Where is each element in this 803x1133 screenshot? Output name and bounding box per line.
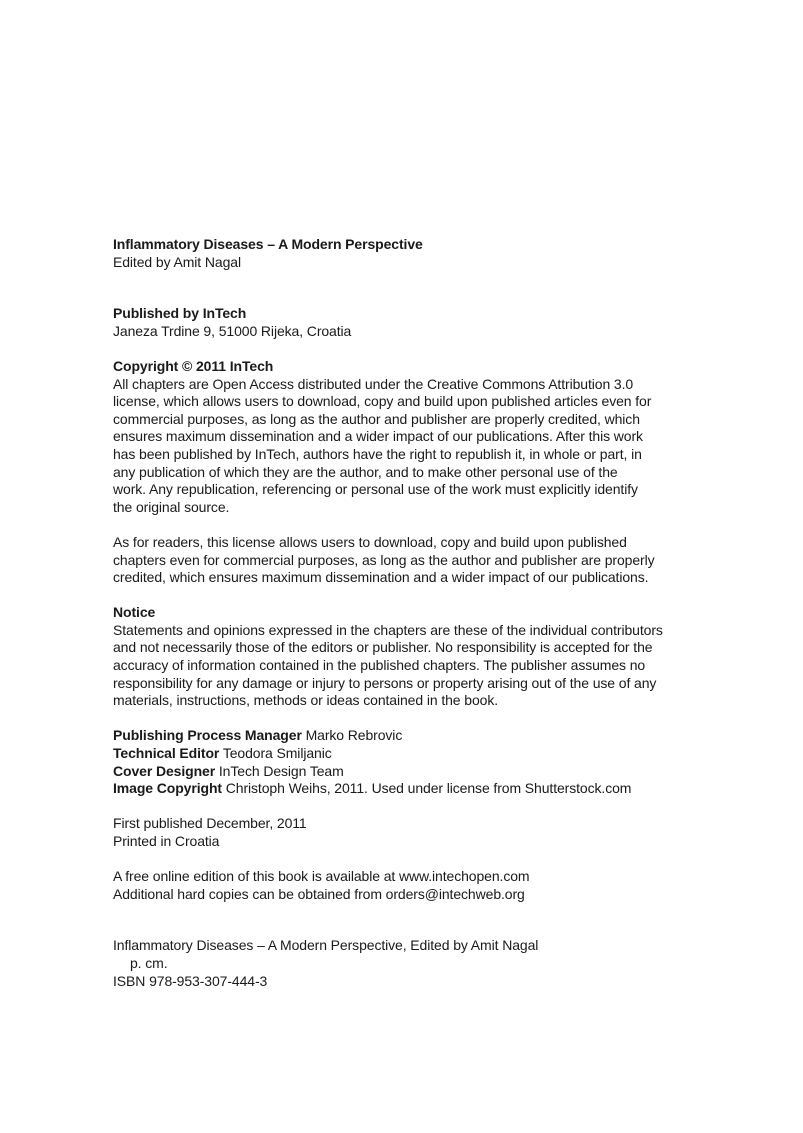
credit-role: Publishing Process Manager (113, 727, 302, 744)
catalog-pages: p. cm. (130, 954, 168, 971)
notice-heading: Notice (113, 604, 156, 621)
catalog-citation: Inflammatory Diseases – A Modern Perspective, Edited by Amit Nagal (113, 937, 539, 954)
copyright-line: commercial purposes, as long as the author and publisher are properly credited, which (113, 410, 640, 427)
notice-block (113, 604, 713, 710)
readers-line: chapters even for commercial purposes, as long as the author and publisher are properly (113, 551, 655, 568)
credits-block (113, 727, 713, 797)
publisher-heading: Published by InTech (113, 305, 247, 322)
copyright-line: any publication of which they are the author, and to make other personal use of the (113, 463, 618, 480)
credit-name: InTech Design Team (218, 762, 344, 779)
notice-line: responsibility for any damage or injury to persons or property arising out of the use of any (113, 674, 657, 691)
first-published: First published December, 2011 (113, 815, 307, 832)
credit-name: Teodora Smiljanic (222, 745, 332, 762)
readers-line: credited, which ensures maximum dissemination and a wider impact of our publications. (113, 569, 649, 586)
title-block (113, 236, 713, 271)
credit-role: Image Copyright (113, 780, 222, 797)
notice-line: Statements and opinions expressed in the chapters are these of the individual contributors (113, 621, 663, 638)
credit-role: Cover Designer (113, 762, 216, 779)
book-title: Inflammatory Diseases – A Modern Perspective (113, 236, 423, 252)
printed-in: Printed in Croatia (113, 833, 220, 849)
copyright-line: license, which allows users to download, copy and build upon published articles even for (113, 393, 652, 410)
copyright-line: ensures maximum dissemination and a wider impact of our publications. After this work (113, 428, 643, 445)
publication-block (113, 815, 713, 850)
credit-row (113, 727, 713, 745)
copyright-line: work. Any republication, referencing or personal use of the work must explicitly identify (113, 481, 638, 498)
readers-line: As for readers, this license allows users to download, copy and build upon published (113, 533, 627, 550)
online-edition: A free online edition of this book is available at www.intechopen.com (113, 868, 530, 885)
isbn: ISBN 978-953-307-444-3 (113, 972, 268, 989)
copyright-block (113, 358, 713, 587)
credit-row (113, 763, 713, 781)
book-editor: Edited by Amit Nagal (113, 253, 241, 270)
credit-row (113, 780, 713, 798)
hard-copies: Additional hard copies can be obtained from orders@intechweb.org (113, 885, 525, 902)
publisher-block (113, 305, 713, 340)
notice-line: accuracy of information contained in the published chapters. The publisher assumes no (113, 657, 646, 674)
copyright-line: All chapters are Open Access distributed under the Creative Commons Attribution 3.0 (113, 375, 634, 392)
credit-row (113, 745, 713, 763)
cataloging-block (113, 937, 713, 990)
availability-block (113, 868, 713, 903)
copyright-line: the original source. (113, 498, 230, 515)
credit-name: Marko Rebrovic (305, 727, 403, 744)
copyright-heading: Copyright © 2011 InTech (113, 357, 274, 374)
copyright-page (113, 236, 713, 990)
credit-name: Christoph Weihs, 2011. Used under license from Shutterstock.com (225, 780, 632, 797)
copyright-line: has been published by InTech, authors have the right to republish it, in whole or part, in (113, 445, 642, 462)
notice-line: and not necessarily those of the editors or publisher. No responsibility is accepted for the (113, 639, 653, 656)
notice-line: materials, instructions, methods or ideas contained in the book. (113, 692, 499, 709)
publisher-address: Janeza Trdine 9, 51000 Rijeka, Croatia (113, 322, 352, 339)
credit-role: Technical Editor (113, 745, 220, 762)
